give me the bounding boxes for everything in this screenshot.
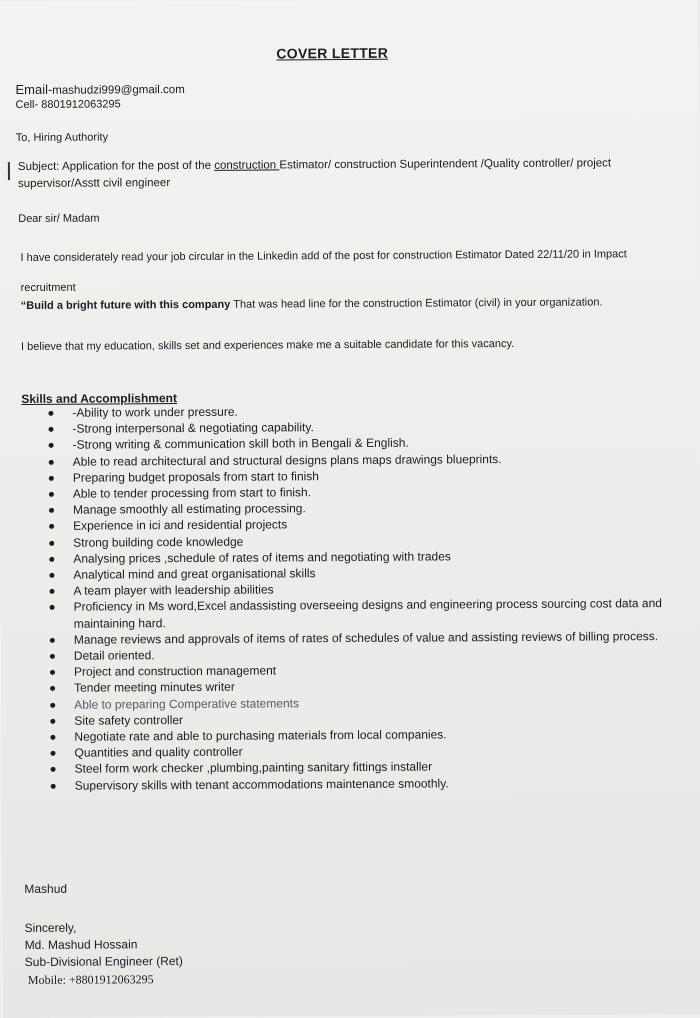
email-label: Email-: [15, 81, 53, 98]
skill-item: Supervisory skills with tenant accommodations maintenance smoothly.: [47, 774, 667, 794]
recipient-line: To, Hiring Authority: [15, 131, 109, 145]
skill-item: A team player with leadership abilities: [45, 579, 665, 599]
bullet-icon: [50, 638, 55, 643]
margin-mark: [8, 162, 10, 180]
bullet-icon: [49, 443, 54, 448]
skill-item: Able to tender processing from start to finish.: [45, 482, 665, 502]
subject-text-start: Subject: Application for the post of the: [17, 159, 215, 174]
headline-rest: That was head line for the construction Estimator (civil) in your organization.: [230, 296, 603, 311]
bullet-icon: [51, 767, 56, 772]
bullet-icon: [49, 524, 54, 529]
bullet-icon: [50, 735, 55, 740]
skills-list: [44, 401, 666, 794]
bullet-icon: [50, 702, 55, 707]
bullet-icon: [49, 589, 54, 594]
skill-item: Analysing prices ,schedule of rates of items and negotiating with trades: [45, 547, 665, 567]
bullet-icon: [50, 719, 55, 724]
subject-text-end: Estimator/ construction Superintendent /Quality controller/ project supervisor/Asstt civil engineer: [17, 157, 612, 191]
signatory-name: Md. Mashud Hossain: [24, 937, 138, 952]
headline-quote: “Build a bright future with this company: [20, 298, 231, 313]
skill-item: Manage smoothly all estimating processing.: [45, 498, 665, 518]
skill-item: Able to read architectural and structural designs plans maps drawings blueprints.: [45, 450, 665, 470]
bullet-icon: [49, 492, 54, 497]
signatory-mobile: Mobile: +8801912063295: [27, 972, 154, 987]
bullet-icon: [49, 573, 54, 578]
bullet-icon: [49, 459, 54, 464]
skills-heading: Skills and Accomplishment: [21, 391, 177, 407]
skill-item: Manage reviews and approvals of items of rates of schedules of value and assisting reviews of billing process.: [46, 628, 666, 648]
bullet-icon: [50, 654, 55, 659]
skill-item: Preparing budget proposals from start to finish: [45, 466, 665, 486]
skill-item: Tender meeting minutes writer: [46, 677, 666, 697]
skill-item: Quantities and quality controller: [46, 741, 666, 761]
bullet-icon: [49, 540, 54, 545]
skill-item: Proficiency in Ms word,Excel andassisting overseeing designs and engineering process sourcing cost data and maintaining hard.: [46, 596, 666, 632]
skill-item: -Ability to work under pressure.: [44, 401, 664, 421]
skill-item: -Strong writing & communication skill both in Bengali & English.: [45, 433, 665, 453]
bullet-icon: [48, 427, 53, 432]
skill-item: Experience in ici and residential projects: [45, 514, 665, 534]
skill-item: Able to preparing Comperative statements: [46, 693, 666, 713]
bullet-icon: [50, 670, 55, 675]
cell-number: Cell- 8801912063295: [15, 98, 121, 112]
email-address: mashudzi999@gmail.com: [52, 84, 185, 97]
skill-item: -Strong interpersonal & negotiating capability.: [44, 417, 664, 437]
signatory-designation: Sub-Divisional Engineer (Ret): [24, 954, 183, 969]
bullet-icon: [49, 508, 54, 513]
skill-item: Steel form work checker ,plumbing,painting sanitary fittings installer: [47, 758, 667, 778]
skill-item: Site safety controller: [46, 709, 666, 729]
paragraph-job-circular: I have considerately read your job circular in the Linkedin add of the post for construction Estimator Dated 22/11/20 in Impact recruitment: [20, 248, 627, 295]
skill-item: Strong building code knowledge: [45, 531, 665, 551]
paragraph-headline: [21, 288, 651, 320]
skill-item: Analytical mind and great organisational skills: [45, 563, 665, 583]
bullet-icon: [50, 605, 55, 610]
bullet-icon: [51, 783, 56, 788]
bullet-icon: [50, 751, 55, 756]
skill-item: Project and construction management: [46, 660, 666, 680]
bullet-icon: [50, 686, 55, 691]
subject-underlined-word: construction: [214, 159, 280, 172]
bullet-icon: [49, 476, 54, 481]
bullet-icon: [48, 411, 53, 416]
subject-line: [18, 155, 658, 193]
signoff-first-name: Mashud: [24, 881, 68, 896]
paragraph-suitability: I believe that my education, skills set and experiences make me a suitable candidate for this vacancy.: [20, 337, 515, 354]
skill-item: Detail oriented.: [46, 644, 666, 664]
salutation: Dear sir/ Madam: [18, 212, 100, 226]
bullet-icon: [49, 557, 54, 562]
page-title: COVER LETTER: [276, 44, 389, 62]
closing-sincerely: Sincerely,: [24, 920, 77, 935]
email-line: [15, 81, 184, 97]
skill-item: Negotiate rate and able to purchasing materials from local companies.: [46, 725, 666, 745]
